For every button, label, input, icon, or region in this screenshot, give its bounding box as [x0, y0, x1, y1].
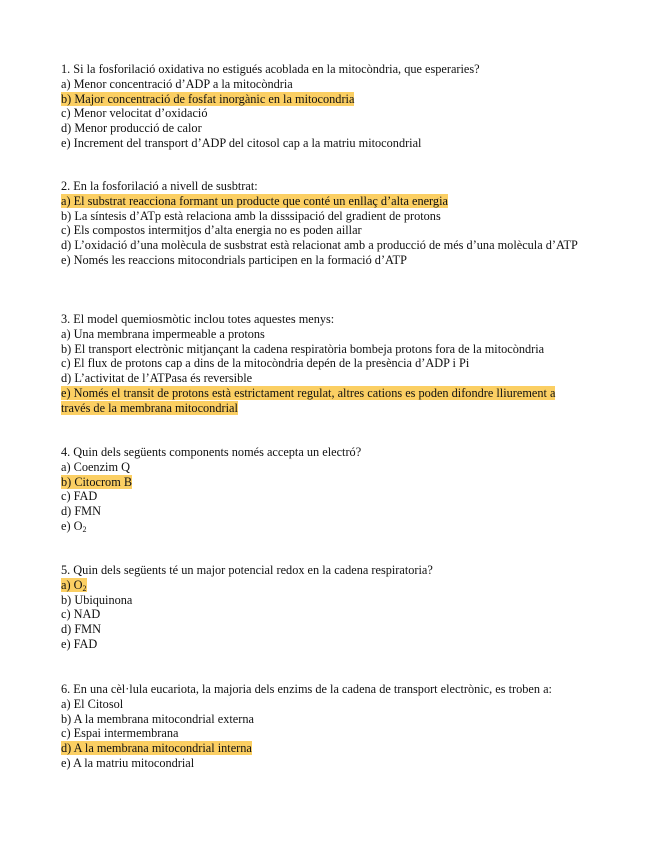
question-4-option-b: [61, 475, 361, 490]
question-1-text: 1. Si la fosforilació oxidativa no estigués acoblada en la mitocòndria, que esperaries?: [61, 62, 480, 76]
question-1-option-d: d) Menor producció de calor: [61, 121, 202, 136]
question-2-option-b: b) La síntesis d’ATp està relaciona amb la disssipació del gradient de protons: [61, 208, 441, 223]
question-6: [61, 682, 552, 771]
question-4-option-e: [61, 519, 361, 534]
question-5-option-a: [61, 578, 433, 593]
question-1-option-b: [61, 92, 480, 107]
question-1-option-e: e) Increment del transport d’ADP del citosol cap a la matriu mitocondrial: [61, 135, 422, 150]
question-3: [61, 312, 581, 416]
question-6-option-b: b) A la membrana mitocondrial externa: [61, 711, 254, 726]
question-3-option-a: a) Una membrana impermeable a protons: [61, 326, 265, 341]
question-5-correct-answer: [61, 578, 87, 592]
question-2: [61, 179, 581, 268]
question-3-text: 3. El model quemiosmòtic inclou totes aquestes menys:: [61, 312, 335, 326]
question-4-option-e-subscript: 2: [82, 524, 87, 534]
question-3-correct-answer: e) Només el transit de protons està estrictament regulat, altres cations es poden difondre lliurement a través de la membrana mitocondrial: [61, 385, 556, 415]
question-4-option-a: a) Coenzim Q: [61, 459, 130, 474]
question-3-option-e: [61, 386, 581, 416]
question-4-option-e-label: e) O: [61, 518, 83, 533]
question-5-option-e: e) FAD: [61, 636, 98, 651]
question-1-option-c: c) Menor velocitat d’oxidació: [61, 106, 208, 121]
question-3-option-b: b) El transport electrònic mitjançant la cadena respiratòria bombeja protons fora de la mitocòndria: [61, 341, 545, 356]
question-2-option-c: c) Els compostos intermitjos d’alta energia no es poden aillar: [61, 223, 362, 238]
question-1: [61, 62, 480, 151]
question-1-correct-answer: b) Major concentració de fosfat inorgànic en la mitocondria: [61, 91, 355, 106]
question-2-correct-answer: a) El substrat reacciona formant un producte que conté un enllaç d’alta energia: [61, 193, 448, 208]
question-4-option-c: c) FAD: [61, 489, 98, 504]
question-6-correct-answer: d) A la membrana mitocondrial interna: [61, 741, 252, 756]
question-6-option-c: c) Espai intermembrana: [61, 726, 179, 741]
question-4-option-d: d) FMN: [61, 504, 101, 519]
question-3-option-d: d) L’activitat de l’ATPasa és reversible: [61, 371, 253, 386]
question-1-option-a: a) Menor concentració d’ADP a la mitocòndria: [61, 76, 293, 91]
question-5-option-d: d) FMN: [61, 622, 101, 637]
question-2-option-d: d) L’oxidació d’una molècula de susbstrat està relacionat amb a producció de més d’una molècula d’ATP: [61, 238, 578, 253]
question-5-option-a-label: a) O: [61, 577, 83, 592]
question-5-text: 5. Quin dels següents té un major potencial redox en la cadena respiratoria?: [61, 563, 433, 577]
question-4-text: 4. Quin dels següents components només accepta un electró?: [61, 445, 362, 459]
question-5-option-a-subscript: 2: [82, 583, 87, 593]
question-5-option-b: b) Ubiquinona: [61, 592, 133, 607]
question-6-option-e: e) A la matriu mitocondrial: [61, 755, 195, 770]
question-5-option-c: c) NAD: [61, 607, 101, 622]
question-4-correct-answer: b) Citocrom B: [61, 474, 133, 489]
question-2-option-a: [61, 194, 581, 209]
question-3-option-c: c) El flux de protons cap a dins de la mitocòndria depén de la presència d’ADP i Pi: [61, 356, 470, 371]
question-6-option-a: a) El Citosol: [61, 696, 124, 711]
question-2-option-e: e) Només les reaccions mitocondrials participen en la formació d’ATP: [61, 252, 407, 267]
question-4: [61, 445, 361, 534]
question-6-option-d: [61, 741, 552, 756]
question-5: [61, 563, 433, 652]
question-6-text: 6. En una cèl·lula eucariota, la majoria dels enzims de la cadena de transport electrònic, es troben a:: [61, 682, 552, 696]
question-2-text: 2. En la fosforilació a nivell de susbtrat:: [61, 179, 258, 193]
